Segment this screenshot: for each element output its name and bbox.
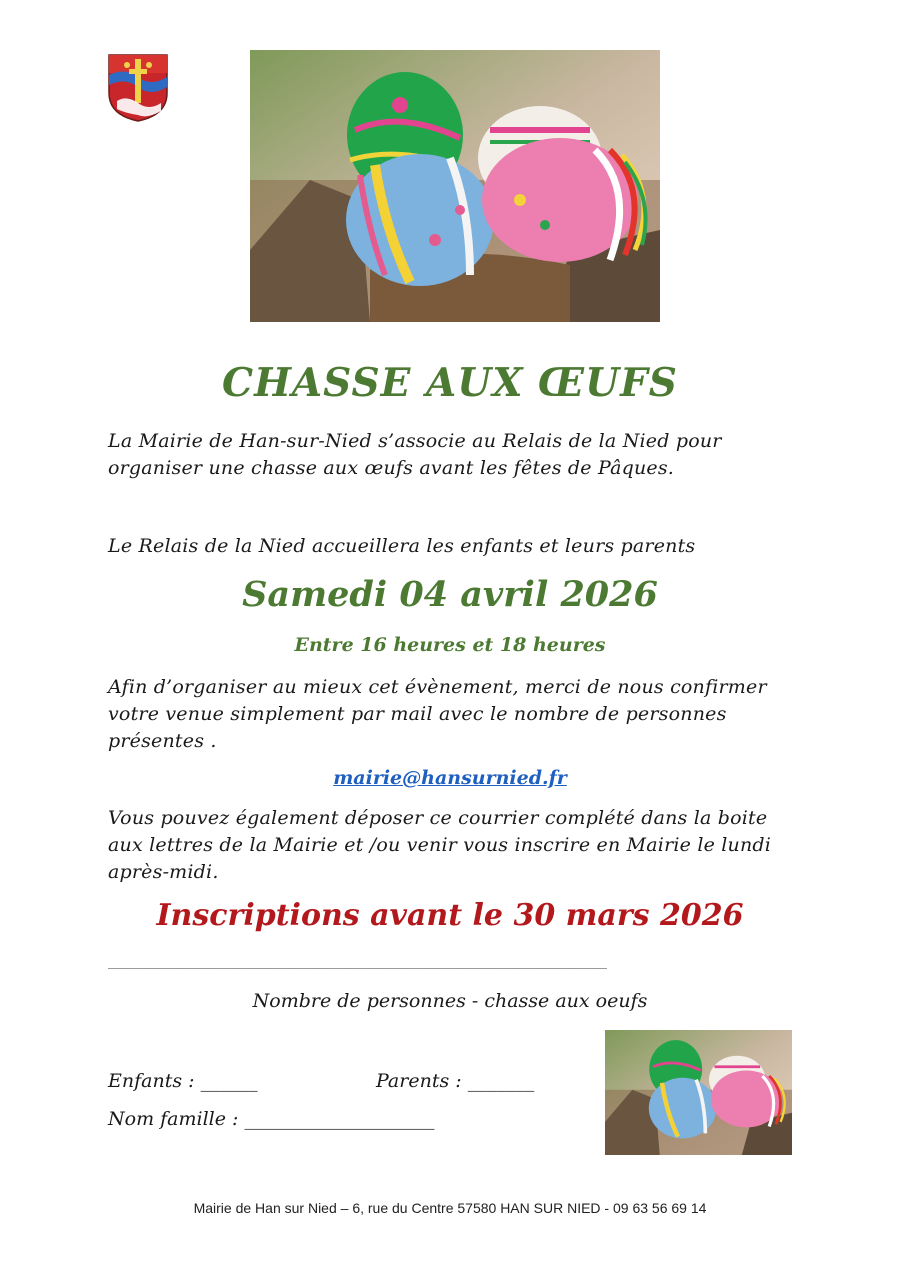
children-count-field[interactable]: Enfants : ______ xyxy=(108,1070,258,1092)
event-date: Samedi 04 avril 2026 xyxy=(242,574,658,615)
coat-of-arms-icon xyxy=(107,53,169,123)
email-link[interactable]: mairie@hansurnied.fr xyxy=(333,767,567,789)
intro-paragraph: La Mairie de Han-sur-Nied s’associe au Relais de la Nied pour organiser une chasse aux œufs avant les fêtes de Pâques. xyxy=(108,430,722,479)
registration-deadline: Inscriptions avant le 30 mars 2026 xyxy=(156,898,744,933)
footer-address: Mairie de Han sur Nied – 6, rue du Centre 57580 HAN SUR NIED - 09 63 56 69 14 xyxy=(193,1200,707,1216)
drop-off-paragraph: Vous pouvez également déposer ce courrier complété dans la boite aux lettres de la Mairie et /ou venir vous inscrire en Mairie le lundi après-midi. xyxy=(108,807,772,883)
cut-line-separator: ________________________________________________________________________________ xyxy=(108,955,606,969)
parents-count-field[interactable]: Parents : _______ xyxy=(376,1070,535,1092)
page-title: CHASSE AUX ŒUFS xyxy=(222,360,678,406)
welcome-line: Le Relais de la Nied accueillera les enfants et leurs parents xyxy=(108,535,696,557)
form-title: Nombre de personnes - chasse aux oeufs xyxy=(252,990,648,1012)
event-time: Entre 16 heures et 18 heures xyxy=(294,634,606,656)
easter-eggs-photo-small xyxy=(605,1030,792,1155)
easter-eggs-photo xyxy=(250,50,660,322)
confirm-paragraph: Afin d’organiser au mieux cet évènement, merci de nous confirmer votre venue simplement par mail avec le nombre de personnes présentes . xyxy=(108,676,767,752)
family-name-field[interactable]: Nom famille : ____________________ xyxy=(108,1108,435,1130)
